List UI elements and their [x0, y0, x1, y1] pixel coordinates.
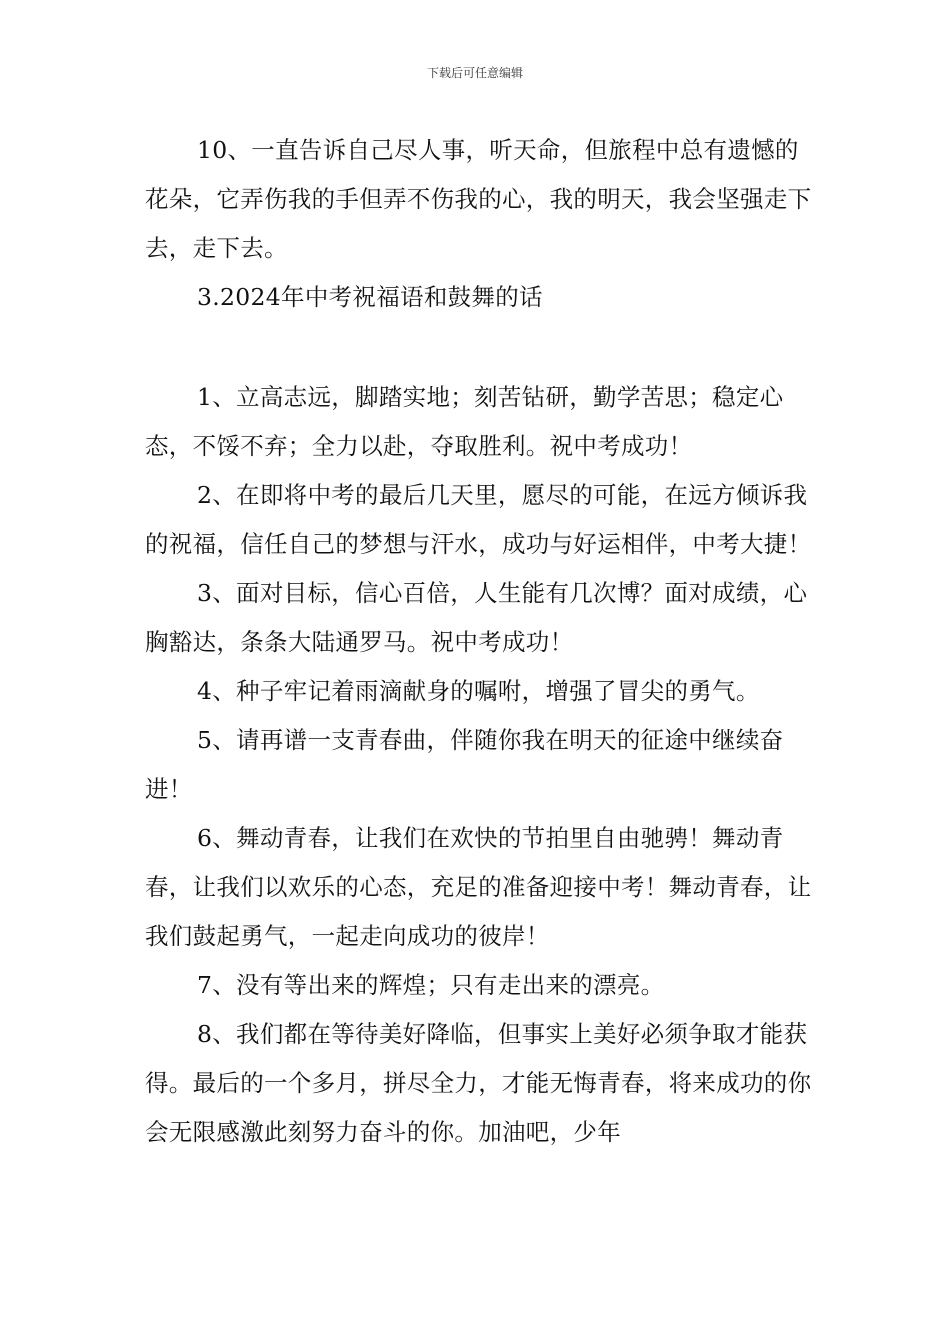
document-body — [145, 126, 815, 1157]
paragraph-8: 8、我们都在等待美好降临，但事实上美好必须争取才能获得。最后的一个多月，拼尽全力，才能无悔青春，将来成功的你会无限感激此刻努力奋斗的你。加油吧，少年 — [145, 1020, 812, 1146]
paragraph-4: 4、种子牢记着雨滴献身的嘱咐，增强了冒尖的勇气。 — [197, 677, 760, 705]
section-heading: 3.2024年中考祝福语和鼓舞的话 — [197, 283, 543, 311]
page-header: 下载后可任意编辑 — [426, 66, 523, 80]
paragraph-7: 7、没有等出来的辉煌；只有走出来的漂亮。 — [197, 971, 665, 999]
paragraph-6: 6、舞动青春，让我们在欢快的节拍里自由驰骋！舞动青春，让我们以欢乐的心态，充足的准备迎接中考！舞动青春，让我们鼓起勇气，一起走向成功的彼岸！ — [145, 824, 812, 950]
paragraph-5: 5、请再谱一支青春曲，伴随你我在明天的征途中继续奋进！ — [145, 726, 784, 803]
paragraph-1: 1、立高志远，脚踏实地；刻苦钻研，勤学苦思；稳定心态，不馁不弃；全力以赴，夺取胜利。祝中考成功！ — [145, 383, 784, 460]
paragraph-3: 3、面对目标，信心百倍，人生能有几次博？面对成绩，心胸豁达，条条大陆通罗马。祝中考成功！ — [145, 579, 808, 656]
paragraph-2: 2、在即将中考的最后几天里，愿尽的可能，在远方倾诉我的祝福，信任自己的梦想与汗水，成功与好运相伴，中考大捷！ — [145, 481, 812, 558]
paragraph-10: 10、一直告诉自己尽人事，听天命，但旅程中总有遗憾的花朵，它弄伤我的手但弄不伤我的心，我的明天，我会坚强走下去，走下去。 — [145, 136, 812, 262]
